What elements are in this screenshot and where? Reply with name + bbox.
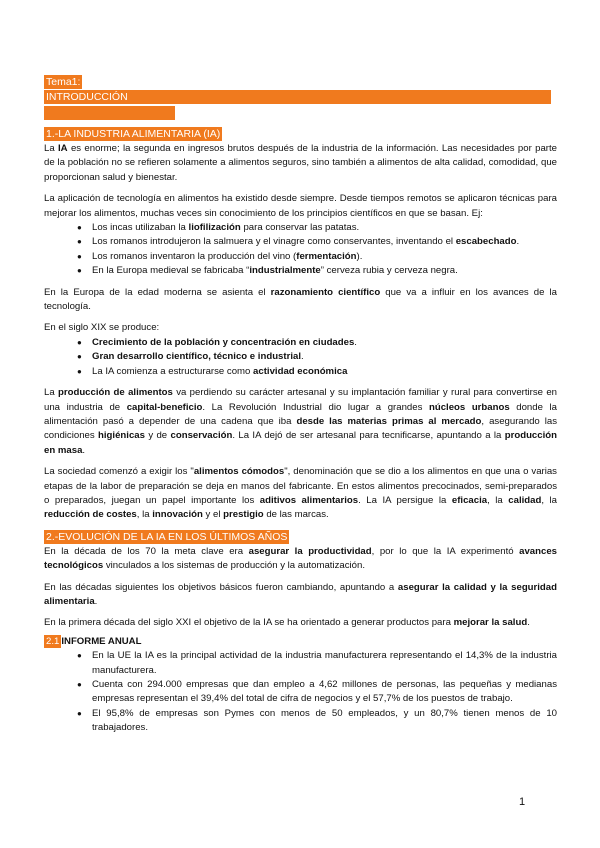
bold-text: higiénicas: [98, 430, 145, 442]
bullet-list: [44, 649, 557, 735]
decorative-bar: [44, 106, 175, 120]
bold-text: producción de alimentos: [58, 387, 173, 399]
bold-text: conservación: [170, 430, 233, 442]
bold-text: asegurar la calidad y la seguridad alimentaria: [44, 581, 557, 607]
text-run: , la: [487, 494, 509, 506]
text-run: La IA comienza a estructurarse como: [92, 365, 254, 377]
text-run: .: [354, 336, 357, 348]
text-run: ", denominación que se dio a los alimentos en que una o varias etapas de la labor de preparación se deja en manos del fabricante. En estos alimentos precocinados, semi-preparados o preparados, juegan un papel importante los: [44, 466, 557, 506]
list-item: [44, 250, 557, 264]
text-run: , la: [541, 494, 558, 506]
list-item: [44, 707, 557, 736]
text-run: En la UE la IA es la principal actividad de la industria manufacturera representando el 14,3% de la industria manufacturera.: [92, 650, 557, 676]
text-run: . La IA dejó de ser artesanal para tecnificarse, apuntando a la: [232, 430, 505, 442]
bold-text: liofilización: [188, 222, 241, 234]
list-item: [44, 264, 557, 278]
text-run: . La Revolución Industrial dio lugar a grandes: [202, 401, 429, 413]
bold-text: innovación: [152, 509, 203, 521]
bold-text: fermentación: [296, 250, 357, 262]
bold-text: actividad económica: [253, 365, 348, 377]
bold-text: capital-beneficio: [126, 401, 203, 413]
text-run: de las marcas.: [263, 509, 329, 521]
text-run: En la Europa medieval se fabricaba “: [92, 265, 250, 277]
bold-text: Gran desarrollo científico, técnico e industrial: [92, 351, 301, 363]
list-item: [44, 235, 557, 249]
paragraph: [44, 581, 557, 610]
bold-text: eficacia: [451, 494, 488, 506]
text-run: ” cerveza rubia y cerveza negra.: [320, 265, 458, 277]
paragraph: [44, 465, 557, 523]
subsection-number: 2.1: [46, 635, 60, 647]
text-run: vinculados a los sistemas de producción y la automatización.: [103, 560, 366, 572]
bold-text: razonamiento científico: [270, 286, 381, 298]
bold-text: alimentos cómodos: [193, 466, 285, 478]
paragraph: [44, 192, 557, 221]
paragraph: [44, 386, 557, 458]
text-run: .: [527, 617, 530, 629]
text-run: Los romanos inventaron la producción del vino (: [92, 250, 297, 262]
text-run: La aplicación de tecnología en alimentos ha existido desde siempre. Desde tiempos remotos se aplicaron técnicas para mejorar los alimentos, muchas veces sin conocimiento de los principios científicos en que se basan. Ej:: [44, 193, 557, 219]
bold-text: desde las materias primas al mercado: [296, 415, 482, 427]
chapter-title: INTRODUCCIÓN: [44, 90, 551, 104]
text-run: va perdiendo su carácter artesanal y su implantación familiar y rural para convertirse en una industria de: [44, 387, 557, 413]
text-run: ).: [356, 250, 363, 262]
text-run: .: [300, 351, 304, 363]
bold-text: escabechado: [455, 236, 517, 248]
paragraph: [44, 286, 557, 315]
bold-text: reducción de costes: [44, 509, 137, 521]
text-run: y de: [144, 430, 171, 442]
text-run: , asegurando las condiciones: [44, 415, 557, 442]
bold-text: industrialmente: [249, 265, 321, 277]
bold-text: asegurar la productividad: [248, 545, 372, 557]
bullet-list: [44, 336, 557, 379]
text-run: es enorme; la segunda en ingresos brutos después de la industria de la información. Las necesidades por parte de la población no se refieren solamente a alimentos seguros, sino también a alimentos de alta calidad, comodidad, que proporcionan salud y bienestar.: [44, 143, 557, 183]
paragraph: [44, 545, 557, 574]
subsection-heading: [44, 635, 557, 649]
text-run: La: [44, 387, 58, 399]
text-run: para conservar las patatas.: [240, 222, 360, 234]
bold-text: calidad: [508, 494, 542, 506]
text-run: , por lo que la IA experimentó: [371, 545, 520, 557]
bold-text: mejorar la salud: [453, 617, 528, 629]
text-run: que va a influir en los avances de la tecnología.: [44, 286, 557, 313]
text-run: La sociedad comenzó a exigir los ": [44, 466, 194, 478]
list-item: [44, 336, 557, 350]
text-run: En la primera década del siglo XXI el objetivo de la IA se ha orientado a generar productos para: [44, 617, 454, 629]
list-item: [44, 365, 557, 379]
text-run: .: [82, 444, 86, 456]
bullet-list: [44, 221, 557, 279]
bold-text: núcleos urbanos: [428, 401, 510, 413]
document-page: [44, 72, 557, 736]
section-heading-2: 2.-EVOLUCIÓN DE LA IA EN LOS ÚLTIMOS AÑOS: [46, 530, 288, 543]
bold-text: producción en masa: [44, 430, 557, 456]
bold-text: avances tecnológicos: [44, 545, 557, 572]
text-run: . La IA persigue la: [358, 494, 452, 506]
text-run: Los incas utilizaban la: [92, 222, 189, 234]
paragraph: [44, 321, 557, 335]
bold-text: prestigio: [223, 509, 264, 521]
text-run: , la: [136, 509, 153, 521]
text-run: .: [94, 595, 98, 607]
text-run: En la década de los 70 la meta clave era: [44, 545, 249, 557]
subsection-title: INFORME ANUAL: [61, 635, 142, 647]
list-item: [44, 350, 557, 364]
text-run: donde la alimentación pasó a depender de una cadena que iba: [44, 401, 557, 427]
topic-label: Tema1:: [46, 76, 81, 88]
text-run: Los romanos introdujeron la salmuera y el vinagre como conservantes, inventando el: [92, 236, 456, 248]
text-run: En el siglo XIX se produce:: [44, 322, 160, 334]
bold-text: aditivos alimentarios: [259, 494, 359, 506]
text-run: y el: [202, 509, 224, 521]
text-run: El 95,8% de empresas son Pymes con menos de 50 empleados, y un 80,7% tienen menos de 10 trabajadores.: [92, 707, 557, 734]
text-run: La: [44, 143, 59, 154]
text-run: Cuenta con 294.000 empresas que dan empleo a 4,62 millones de personas, las pequeñas y medianas empresas representan el 39,4% del total de cifra de negocios y el 57,7% de los puestos de trabajo.: [92, 679, 557, 705]
paragraph: [44, 142, 557, 185]
text-run: .: [516, 236, 520, 248]
list-item: [44, 649, 557, 678]
text-run: En la Europa de la edad moderna se asienta el: [44, 286, 271, 298]
page-number: 1: [519, 796, 526, 808]
text-run: En las décadas siguientes los objetivos básicos fueron cambiando, apuntando a: [44, 581, 398, 593]
list-item: [44, 221, 557, 235]
bold-text: IA: [58, 143, 68, 154]
list-item: [44, 678, 557, 707]
bold-text: Crecimiento de la población y concentración en ciudades: [92, 336, 355, 348]
paragraph: [44, 616, 557, 630]
section-heading-1: 1.-LA INDUSTRIA ALIMENTARIA (IA): [46, 128, 221, 140]
